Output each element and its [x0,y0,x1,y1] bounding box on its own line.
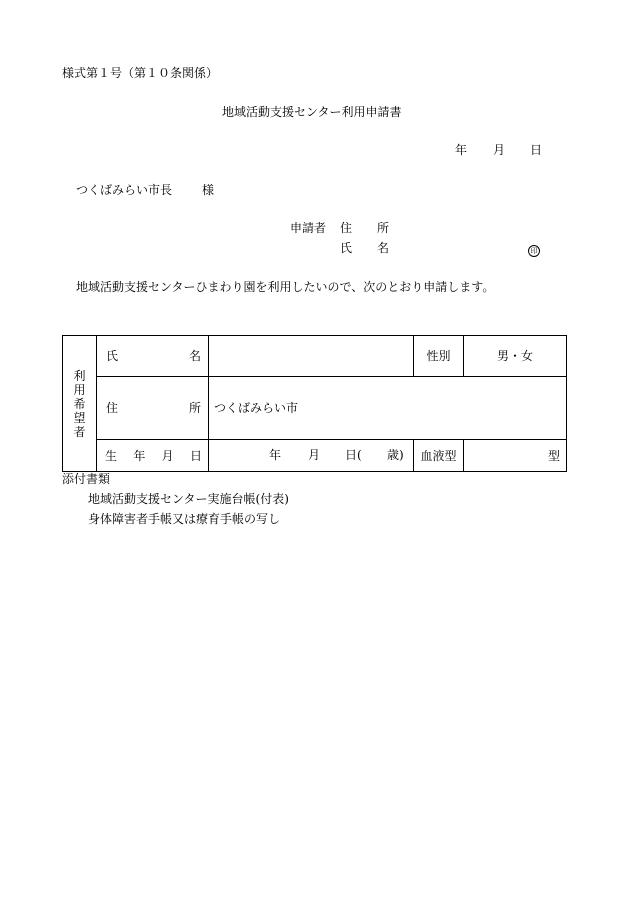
applicant-name-label-1: 氏 [340,241,353,255]
table-row [63,336,567,377]
attachment-item: 身体障害者手帳又は療育手帳の写し [88,512,281,526]
date-month-label: 月 [493,143,506,157]
name-input-cell[interactable] [209,336,414,377]
birthdate-input-cell[interactable] [209,440,414,472]
date-day-label: 日 [530,143,543,157]
seal-mark: 印 [528,242,540,257]
date-year-label: 年 [455,143,468,157]
name-label-cell: 氏 名 [97,336,209,377]
blood-type-label: 血液型 [414,440,464,472]
applicant-address-label-1: 住 [340,221,353,235]
attachment-item: 地域活動支援センター実施台帳(付表) [88,492,289,506]
document-title: 地域活動支援センター利用申請書 [222,105,402,119]
table-row [63,440,567,472]
sex-options[interactable]: 男・女 [464,336,567,377]
blood-type-input-cell[interactable]: 型 [464,440,567,472]
honorific: 様 [202,183,215,197]
sex-label: 性別 [414,336,464,377]
applicant-name-label-2: 名 [377,241,390,255]
birthdate-label-cell: 生 年 月 日 [97,440,209,472]
table-row [63,377,567,440]
application-statement: 地域活動支援センターひまわり園を利用したいので、次のとおり申請します。 [76,280,495,294]
birth-year-label: 年 [269,448,282,462]
applicant-label: 申請者 [290,221,327,235]
form-number: 様式第１号（第１０条関係） [62,66,219,80]
birth-day-label: 日( [345,448,362,462]
address-label-cell: 住 所 [97,377,209,440]
applicant-info-table [62,335,567,472]
attachments-heading: 添付書類 [62,472,111,486]
addressee: つくばみらい市長 [76,183,173,197]
birth-month-label: 月 [308,448,321,462]
user-group-label: 利 用 希 望 者 [63,336,97,472]
applicant-address-label-2: 所 [377,221,390,235]
age-label: 歳) [387,448,404,462]
address-input-cell[interactable]: つくばみらい市 [209,377,567,440]
